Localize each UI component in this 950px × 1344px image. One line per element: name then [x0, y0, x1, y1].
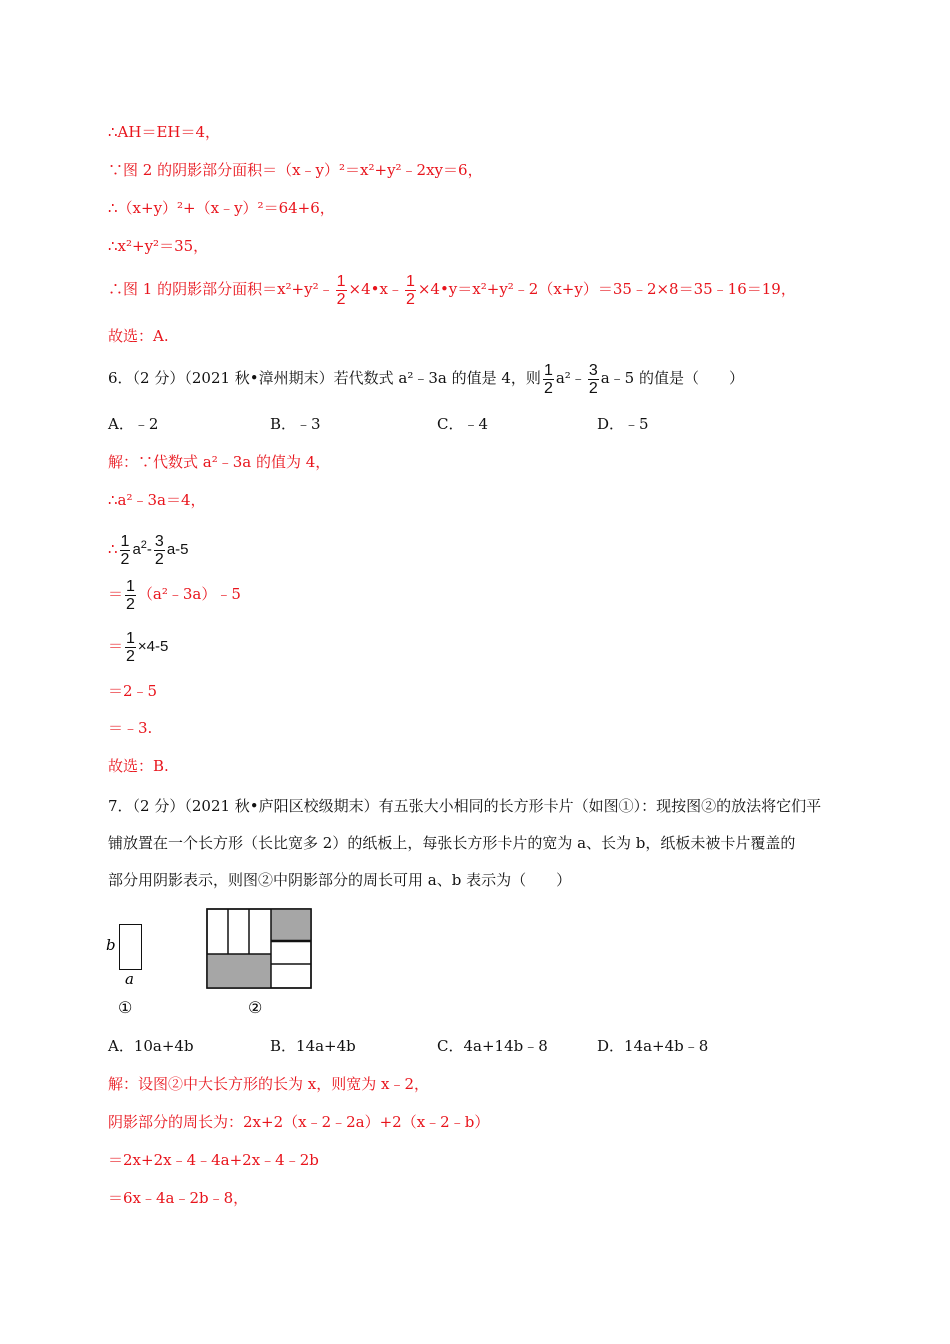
- option-c: C．4a+14b﹣8: [437, 1037, 548, 1055]
- shaded-region: [271, 909, 311, 941]
- shaded-region: [207, 954, 271, 988]
- option-a: A．﹣2: [108, 415, 159, 433]
- fraction-denominator: 2: [126, 595, 135, 613]
- option-c: C．﹣4: [437, 415, 489, 433]
- option-a: A．10a+4b: [108, 1037, 194, 1055]
- answer-line: 故选：B.: [108, 757, 169, 775]
- fraction-denominator: 2: [120, 550, 130, 568]
- fraction-denominator: 2: [543, 379, 553, 397]
- text: ×4•x﹣: [348, 280, 403, 298]
- solution-line: ＝2x+2x﹣4﹣4a+2x﹣4﹣2b: [108, 1151, 319, 1169]
- fraction-half: [120, 533, 131, 568]
- superscript: 2: [140, 539, 147, 551]
- solution-line: 解：设图②中大长方形的长为 x，则宽为 x﹣2，: [108, 1075, 430, 1093]
- question-7-stem: 铺放置在一个长方形（长比宽多 2）的纸板上，每张长方形卡片的宽为 a、长为 b，纸板未被卡片覆盖的: [108, 834, 796, 852]
- text: ＝: [108, 585, 124, 603]
- fraction-three-halves: [588, 362, 599, 397]
- solution-line: ∴AH＝EH＝4，: [108, 123, 221, 141]
- option-b: B．14a+4b: [270, 1037, 356, 1055]
- solution-line: ∴x²+y²＝35，: [108, 237, 209, 255]
- figure-2: [206, 908, 316, 1018]
- fraction-numerator: 1: [405, 272, 415, 290]
- fraction-half: [405, 273, 416, 308]
- solution-line: ∴（x+y）²+（x﹣y）²＝64+6，: [108, 199, 335, 217]
- question-6-stem: [108, 359, 744, 397]
- solution-line: [108, 270, 796, 308]
- fraction-numerator: 1: [336, 272, 346, 290]
- fraction-half: [543, 362, 554, 397]
- text: -: [146, 541, 152, 558]
- question-7-stem: 部分用阴影表示，则图②中阴影部分的周长可用 a、b 表示为（ ）: [108, 871, 572, 889]
- text: a²﹣: [555, 369, 586, 387]
- fraction-denominator: 2: [336, 290, 346, 308]
- text: a﹣5 的值是（ ）: [600, 369, 744, 387]
- label-b: b: [106, 936, 116, 954]
- solution-line: [108, 627, 168, 666]
- fraction-denominator: 2: [588, 379, 598, 397]
- text: （a²﹣3a）﹣5: [137, 585, 241, 603]
- text: ×4-5: [137, 638, 169, 655]
- fraction-denominator: 2: [154, 550, 164, 568]
- fraction-numerator: 1: [543, 361, 553, 379]
- solution-line: [108, 575, 241, 613]
- fraction-numerator: 1: [120, 532, 130, 550]
- solution-line: ＝6x﹣4a﹣2b﹣8，: [108, 1189, 249, 1207]
- fraction-three-halves: [154, 533, 165, 568]
- figure-2-label: ②: [248, 998, 263, 1017]
- text: a-5: [166, 541, 189, 558]
- text: 6．（2 分）（2021 秋•漳州期末）若代数式 a²﹣3a 的值是 4，则: [108, 369, 541, 387]
- fraction-half: [125, 578, 136, 613]
- fraction-numerator: 1: [126, 577, 135, 595]
- solution-line: ∵图 2 的阴影部分面积＝（x﹣y）²＝x²+y²﹣2xy＝6，: [108, 161, 483, 179]
- label-a: a: [125, 970, 134, 988]
- fraction-denominator: 2: [405, 290, 415, 308]
- fraction-denominator: 2: [126, 647, 135, 665]
- solution-line: [108, 526, 189, 569]
- text: ∴图 1 的阴影部分面积＝x²+y²﹣: [108, 280, 334, 298]
- text: ∴: [108, 540, 118, 558]
- solution-line: ＝﹣3.: [108, 719, 153, 737]
- solution-line: ＝2﹣5: [108, 682, 158, 700]
- text: ×4•y＝x²+y²﹣2（x+y）＝35﹣2×8＝35﹣16＝19，: [417, 280, 796, 298]
- card-rectangle: [119, 924, 142, 970]
- option-d: D．﹣5: [597, 415, 649, 433]
- figure-2-diagram: [206, 908, 316, 992]
- figure-1-label: ①: [118, 998, 133, 1017]
- text: a: [132, 541, 141, 558]
- fraction-half: [125, 630, 136, 665]
- answer-line: 故选：A.: [108, 327, 169, 345]
- text: ＝: [108, 637, 124, 655]
- fraction-numerator: 3: [154, 532, 164, 550]
- solution-line: 解：∵代数式 a²﹣3a 的值为 4，: [108, 453, 331, 471]
- question-7-stem: 7．（2 分）（2021 秋•庐阳区校级期末）有五张大小相同的长方形卡片（如图①）：现按图②的放法将它们平: [108, 797, 822, 815]
- figure-1: [104, 920, 154, 1020]
- fraction-numerator: 1: [126, 629, 135, 647]
- solution-line: ∴a²﹣3a＝4，: [108, 491, 206, 509]
- option-b: B．﹣3: [270, 415, 321, 433]
- solution-line: 阴影部分的周长为：2x+2（x﹣2﹣2a）+2（x﹣2﹣b）: [108, 1113, 490, 1131]
- fraction-half: [336, 273, 347, 308]
- option-d: D．14a+4b﹣8: [597, 1037, 709, 1055]
- fraction-numerator: 3: [588, 361, 598, 379]
